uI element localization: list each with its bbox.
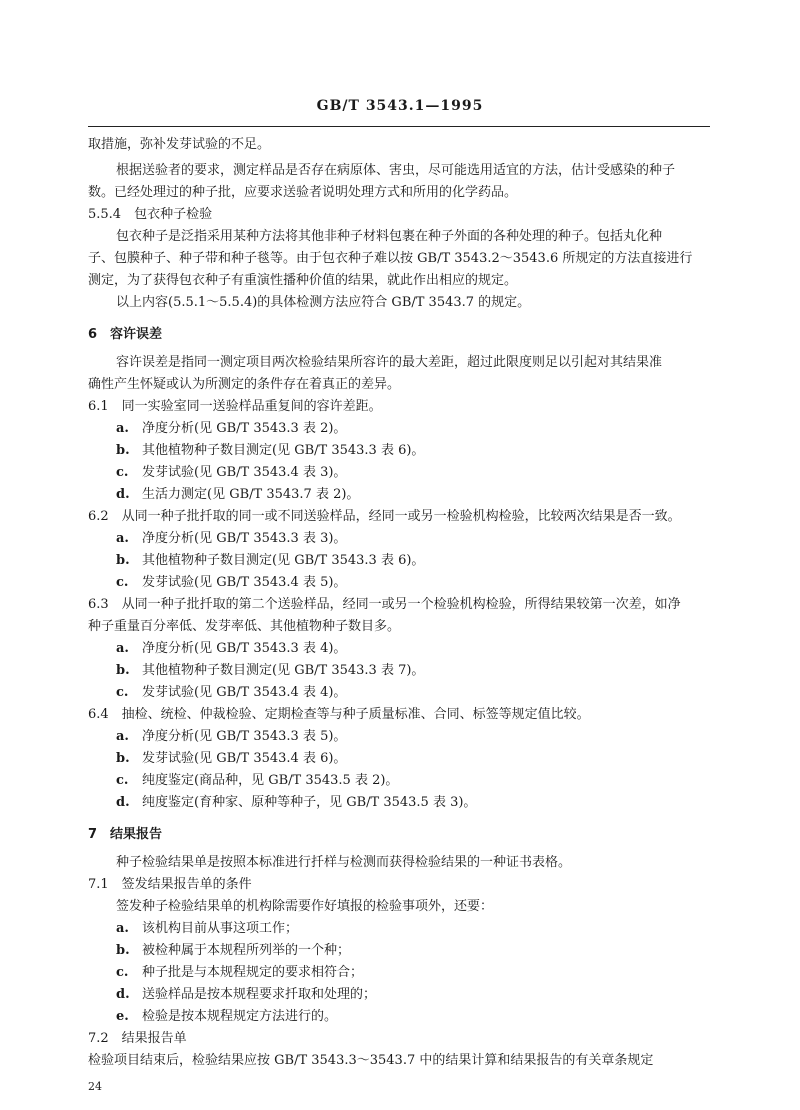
list-item bbox=[116, 420, 346, 438]
list-text: 检验是按本规程规定方法进行的。 bbox=[142, 1009, 338, 1024]
list-item bbox=[116, 1008, 337, 1026]
list-item bbox=[116, 662, 424, 680]
list-marker: d. bbox=[116, 987, 130, 1002]
list-text: 净度分析(见 GB/T 3543.3 表 5)。 bbox=[142, 729, 347, 744]
subsection-heading: 5.5.4 包衣种子检验 bbox=[88, 207, 213, 222]
text-line: 确性产生怀疑或认为所测定的条件存在着真正的差异。 bbox=[88, 377, 401, 392]
list-marker: a. bbox=[116, 921, 129, 936]
list-marker: b. bbox=[116, 751, 130, 766]
text-line: 容许误差是指同一测定项目两次检验结果所容许的最大差距，超过此限度则足以引起对其结果准 bbox=[116, 355, 663, 370]
page-header: GB/T 3543.1—1995 bbox=[316, 98, 484, 114]
list-marker: c. bbox=[116, 685, 129, 700]
clause-heading: 6.3 从同一种子批扦取的第二个送验样品，经同一或另一个检验机构检验，所得结果较第一次差，如净 bbox=[88, 597, 681, 612]
list-text: 发芽试验(见 GB/T 3543.4 表 5)。 bbox=[142, 575, 347, 590]
list-marker: b. bbox=[116, 553, 130, 568]
list-item bbox=[116, 942, 350, 960]
section-heading: 6 容许误差 bbox=[88, 327, 163, 342]
list-text: 被检种属于本规程所列举的一个种； bbox=[142, 943, 351, 958]
section-heading: 7 结果报告 bbox=[88, 827, 163, 842]
list-item bbox=[116, 574, 346, 592]
list-marker: d. bbox=[116, 487, 130, 502]
list-marker: c. bbox=[116, 575, 129, 590]
list-item bbox=[116, 530, 346, 548]
list-item bbox=[116, 920, 298, 938]
clause-heading: 7.1 签发结果报告单的条件 bbox=[88, 877, 252, 892]
clause-heading: 6.1 同一实验室同一送验样品重复间的容许差距。 bbox=[88, 399, 382, 414]
list-text: 净度分析(见 GB/T 3543.3 表 3)。 bbox=[142, 531, 347, 546]
list-marker: c. bbox=[116, 465, 129, 480]
list-marker: a. bbox=[116, 421, 129, 436]
text-line: 种子检验结果单是按照本标准进行扦样与检测而获得检验结果的一种证书表格。 bbox=[116, 855, 572, 870]
text-line: 子、包膜种子、种子带和种子毯等。由于包衣种子难以按 GB/T 3543.2～3543.6 所规定的方法直接进行 bbox=[88, 251, 693, 266]
list-text: 种子批是与本规程规定的要求相符合； bbox=[142, 965, 364, 980]
list-text: 生活力测定(见 GB/T 3543.7 表 2)。 bbox=[142, 487, 360, 502]
page-number: 24 bbox=[88, 1080, 102, 1093]
list-marker: e. bbox=[116, 1009, 129, 1024]
list-marker: a. bbox=[116, 531, 129, 546]
clause-heading: 6.2 从同一种子批扦取的同一或不同送验样品，经同一或另一检验机构检验，比较两次结果是否一致。 bbox=[88, 509, 681, 524]
list-text: 净度分析(见 GB/T 3543.3 表 2)。 bbox=[142, 421, 347, 436]
text-line: 签发种子检验结果单的机构除需要作好填报的检验事项外，还要： bbox=[116, 899, 494, 914]
list-text: 纯度鉴定(商品种，见 GB/T 3543.5 表 2)。 bbox=[142, 773, 399, 788]
list-item bbox=[116, 486, 359, 504]
list-text: 其他植物种子数目测定(见 GB/T 3543.3 表 6)。 bbox=[142, 443, 425, 458]
list-text: 该机构目前从事这项工作； bbox=[142, 921, 299, 936]
list-marker: b. bbox=[116, 443, 130, 458]
list-item bbox=[116, 964, 363, 982]
list-marker: a. bbox=[116, 641, 129, 656]
clause-heading: 6.4 抽检、统检、仲裁检验、定期检查等与种子质量标准、合同、标签等规定值比较。 bbox=[88, 707, 590, 722]
text-line: 取措施，弥补发芽试验的不足。 bbox=[88, 137, 271, 152]
text-line: 种子重量百分率低、发芽率低、其他植物种子数目多。 bbox=[88, 619, 401, 634]
list-item bbox=[116, 728, 346, 746]
list-text: 纯度鉴定(育种家、原种等种子，见 GB/T 3543.5 表 3)。 bbox=[142, 795, 477, 810]
list-item bbox=[116, 794, 476, 812]
list-marker: d. bbox=[116, 795, 130, 810]
list-text: 发芽试验(见 GB/T 3543.4 表 6)。 bbox=[142, 751, 347, 766]
clause-heading: 7.2 结果报告单 bbox=[88, 1031, 187, 1046]
list-text: 其他植物种子数目测定(见 GB/T 3543.3 表 7)。 bbox=[142, 663, 425, 678]
list-marker: b. bbox=[116, 943, 130, 958]
header-rule bbox=[88, 126, 710, 127]
list-text: 其他植物种子数目测定(见 GB/T 3543.3 表 6)。 bbox=[142, 553, 425, 568]
list-item bbox=[116, 684, 346, 702]
list-marker: a. bbox=[116, 729, 129, 744]
list-item bbox=[116, 986, 376, 1004]
list-text: 送验样品是按本规程要求扦取和处理的； bbox=[142, 987, 377, 1002]
list-item bbox=[116, 772, 398, 790]
list-item bbox=[116, 640, 346, 658]
list-item bbox=[116, 750, 346, 768]
text-line: 数。已经处理过的种子批，应要求送验者说明处理方式和所用的化学药品。 bbox=[88, 185, 518, 200]
list-item bbox=[116, 442, 424, 460]
list-text: 净度分析(见 GB/T 3543.3 表 4)。 bbox=[142, 641, 347, 656]
list-marker: c. bbox=[116, 965, 129, 980]
text-line: 以上内容(5.5.1～5.5.4)的具体检测方法应符合 GB/T 3543.7 的规定。 bbox=[116, 295, 531, 310]
text-line: 包衣种子是泛指采用某种方法将其他非种子材料包裹在种子外面的各种处理的种子。包括丸化种 bbox=[116, 229, 663, 244]
text-line: 检验项目结束后，检验结果应按 GB/T 3543.3～3543.7 中的结果计算和结果报告的有关章条规定 bbox=[88, 1053, 654, 1068]
list-marker: b. bbox=[116, 663, 130, 678]
list-text: 发芽试验(见 GB/T 3543.4 表 4)。 bbox=[142, 685, 347, 700]
list-item bbox=[116, 464, 346, 482]
list-item bbox=[116, 552, 424, 570]
list-text: 发芽试验(见 GB/T 3543.4 表 3)。 bbox=[142, 465, 347, 480]
list-marker: c. bbox=[116, 773, 129, 788]
text-line: 测定，为了获得包衣种子有重演性播种价值的结果，就此作出相应的规定。 bbox=[88, 273, 518, 288]
text-line: 根据送验者的要求，测定样品是否存在病原体、害虫，尽可能选用适宜的方法，估计受感染的种子 bbox=[116, 163, 676, 178]
